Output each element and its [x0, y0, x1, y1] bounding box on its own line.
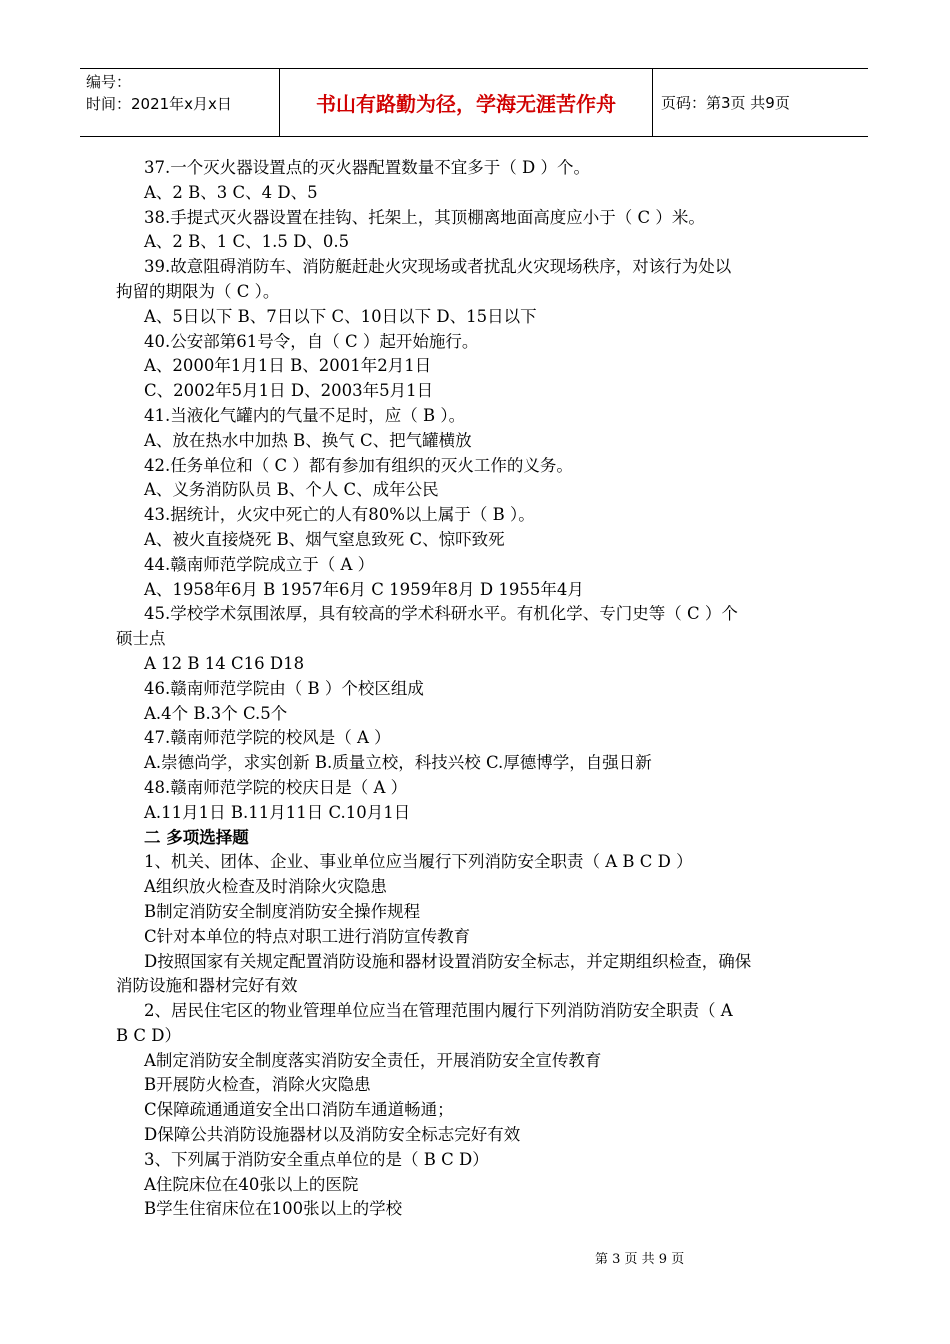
- text-line: B制定消防安全制度消防安全操作规程: [144, 901, 421, 921]
- text-line: A.4个 B.3个 C.5个: [144, 703, 288, 723]
- text-line: 3、下列属于消防安全重点单位的是（ B C D）: [144, 1149, 489, 1169]
- text-line: 39.故意阻碍消防车、消防艇赶赴火灾现场或者扰乱火灾现场秩序，对该行为处以: [144, 257, 732, 277]
- text-line: A、被火直接烧死 B、烟气窒息致死 C、惊吓致死: [144, 529, 505, 549]
- text-line: A、5日以下 B、7日以下 C、10日以下 D、15日以下: [144, 306, 537, 326]
- text-line: 48.赣南师范学院的校庆日是（ A ）: [144, 777, 408, 797]
- text-line: B C D）: [116, 1025, 181, 1045]
- text-line: A住院床位在40张以上的医院: [144, 1174, 359, 1194]
- text-line: 47.赣南师范学院的校风是（ A ）: [144, 728, 391, 748]
- text-line: 2、居民住宅区的物业管理单位应当在管理范围内履行下列消防消防安全职责（ A: [144, 1001, 733, 1021]
- number-label: 编号：: [86, 73, 132, 91]
- text-line: A、2000年1月1日 B、2001年2月1日: [144, 356, 432, 376]
- text-line: 硕士点: [116, 629, 166, 649]
- text-line: A.崇德尚学，求实创新 B.质量立校，科技兴校 C.厚德博学，自强日新: [144, 753, 652, 773]
- text-line: A、1958年6月 B 1957年6月 C 1959年8月 D 1955年4月: [144, 579, 584, 599]
- text-line: C保障疏通通道安全出口消防车通道畅通；: [144, 1100, 454, 1120]
- header-page-label: 页码：第3页 共9页: [661, 94, 790, 112]
- text-line: A、2 B、3 C、4 D、5: [144, 182, 318, 202]
- text-line: 43.据统计，火灾中死亡的人有80%以上属于（ B ）。: [144, 505, 535, 525]
- text-line: B学生住宿床位在100张以上的学校: [144, 1199, 403, 1219]
- text-line: 44.赣南师范学院成立于（ A ）: [144, 554, 375, 574]
- text-line: A.11月1日 B.11月11日 C.10月1日: [144, 802, 411, 822]
- text-line: A、2 B、1 C、1.5 D、0.5: [144, 232, 350, 252]
- text-line: A、放在热水中加热 B、换气 C、把气罐横放: [144, 430, 472, 450]
- time-label: 时间：2021年x月x日: [86, 95, 232, 113]
- text-line: 42.任务单位和（ C ）都有参加有组织的灭火工作的义务。: [144, 455, 573, 475]
- text-line: 41.当液化气罐内的气量不足时，应（ B ）。: [144, 405, 466, 425]
- page-header: [80, 68, 868, 137]
- text-line: 45.学校学术氛围浓厚，具有较高的学术科研水平。有机化学、专门史等（ C ）个: [144, 604, 738, 624]
- text-line: A 12 B 14 C16 D18: [144, 653, 305, 673]
- footer-page-number: 第 3 页 共 9 页: [595, 1252, 685, 1267]
- text-line: 37.一个灭火器设置点的灭火器配置数量不宜多于（ D ）个。: [144, 158, 590, 177]
- text-line: 1、机关、团体、企业、事业单位应当履行下列消防安全职责（ A B C D ）: [144, 852, 693, 872]
- text-line: 拘留的期限为（ C ）。: [116, 281, 280, 301]
- text-line: 38.手提式灭火器设置在挂钩、托架上，其顶棚离地面高度应小于（ C ）米。: [144, 207, 705, 227]
- text-line: 消防设施和器材完好有效: [116, 976, 298, 996]
- text-line: C针对本单位的特点对职工进行消防宣传教育: [144, 926, 471, 946]
- section-heading: 二 多项选择题: [144, 827, 249, 847]
- header-info: [80, 69, 280, 136]
- text-line: D按照国家有关规定配置消防设施和器材设置消防安全标志，并定期组织检查，确保: [144, 951, 752, 971]
- text-line: A制定消防安全制度落实消防安全责任，开展消防安全宣传教育: [144, 1050, 602, 1070]
- text-line: C、2002年5月1日 D、2003年5月1日: [144, 381, 434, 401]
- text-line: 40.公安部第61号令，自（ C ）起开始施行。: [144, 331, 479, 351]
- text-line: 46.赣南师范学院由（ B ）个校区组成: [144, 678, 424, 698]
- document-body: [116, 156, 838, 1222]
- text-line: D保障公共消防设施器材以及消防安全标志完好有效: [144, 1125, 521, 1145]
- header-motto: 书山有路勤为径，学海无涯苦作舟: [280, 69, 653, 136]
- text-line: A组织放火检查及时消除火灾隐患: [144, 877, 387, 897]
- text-line: A、义务消防队员 B、个人 C、成年公民: [144, 480, 439, 500]
- text-line: B开展防火检查，消除火灾隐患: [144, 1075, 371, 1095]
